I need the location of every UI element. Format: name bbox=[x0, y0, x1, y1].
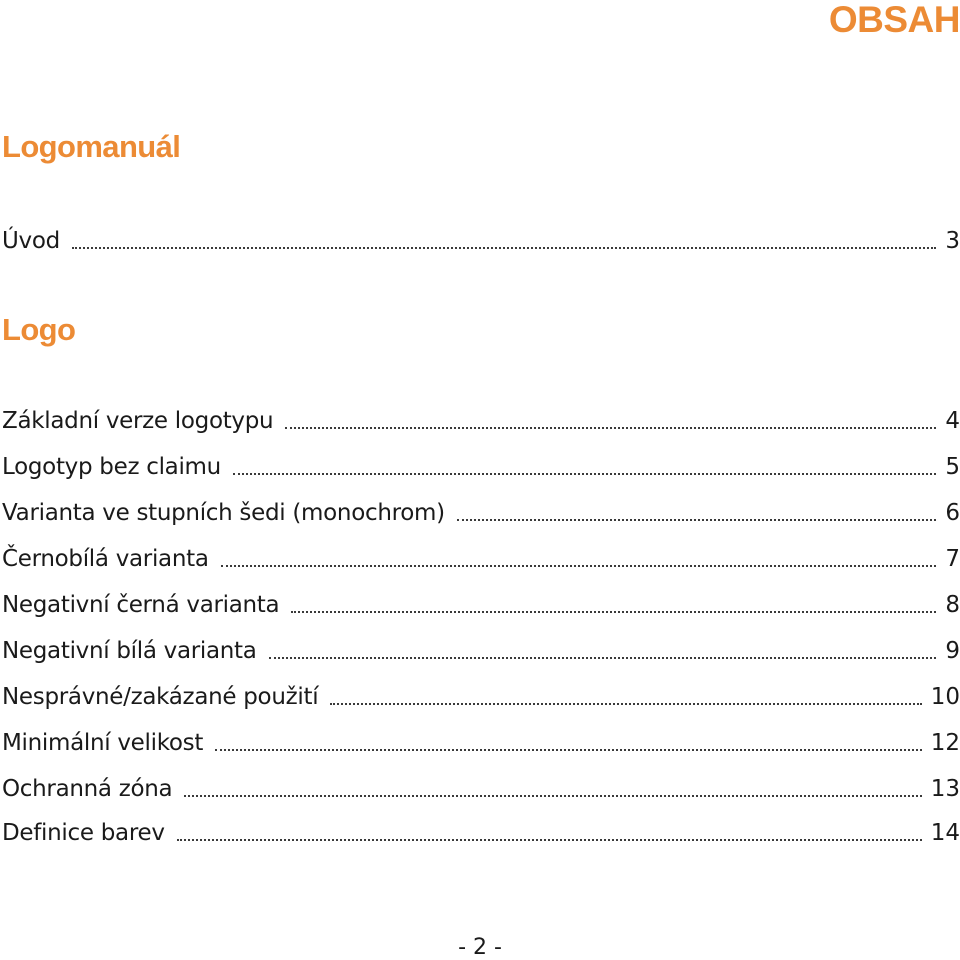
dot-leader bbox=[457, 519, 937, 521]
dot-leader bbox=[291, 611, 936, 613]
toc-entry-zakladni-verze[interactable] bbox=[2, 402, 960, 436]
toc-entry-label: Logotyp bez claimu bbox=[2, 454, 221, 480]
toc-entry-label: Negativní bílá varianta bbox=[2, 638, 257, 664]
toc-entry-page: 7 bbox=[945, 546, 960, 572]
dot-leader bbox=[221, 565, 937, 567]
section-heading-logo: Logo bbox=[2, 312, 76, 347]
dot-leader bbox=[215, 749, 922, 751]
dot-leader bbox=[269, 657, 937, 659]
dot-leader bbox=[330, 703, 921, 705]
toc-entry-page: 10 bbox=[930, 684, 960, 710]
page-number-footer bbox=[0, 936, 960, 960]
toc-entry-definice-barev[interactable] bbox=[2, 814, 960, 848]
dot-leader bbox=[285, 427, 936, 429]
toc-entry-page: 6 bbox=[945, 500, 960, 526]
toc-entry-page: 12 bbox=[930, 730, 960, 756]
toc-entry-page: 5 bbox=[945, 454, 960, 480]
toc-entry-label: Úvod bbox=[2, 228, 60, 254]
toc-entry-negativni-cerna[interactable] bbox=[2, 586, 960, 620]
toc-entry-nespravne-pouziti[interactable] bbox=[2, 678, 960, 712]
dot-leader bbox=[177, 839, 922, 841]
toc-entry-cernobila[interactable] bbox=[2, 540, 960, 574]
toc-entry-label: Ochranná zóna bbox=[2, 776, 173, 802]
dot-leader bbox=[233, 473, 936, 475]
toc-entry-label: Definice barev bbox=[2, 820, 165, 846]
toc-entry-label: Černobílá varianta bbox=[2, 546, 209, 572]
toc-entry-label: Varianta ve stupních šedi (monochrom) bbox=[2, 500, 445, 526]
toc-entry-label: Negativní černá varianta bbox=[2, 592, 280, 618]
toc-entry-label: Minimální velikost bbox=[2, 730, 204, 756]
toc-entry-label: Nesprávné/zakázané použití bbox=[2, 684, 319, 710]
toc-entry-bez-claimu[interactable] bbox=[2, 448, 960, 482]
dot-leader bbox=[72, 247, 936, 249]
toc-entry-page: 9 bbox=[945, 638, 960, 664]
document-title: OBSAH bbox=[828, 0, 960, 40]
toc-entry-monochrom[interactable] bbox=[2, 494, 960, 528]
toc-entry-uvod[interactable] bbox=[2, 222, 960, 256]
toc-entry-page: 8 bbox=[945, 592, 960, 618]
toc-entry-page: 14 bbox=[930, 820, 960, 846]
toc-entry-minimalni-velikost[interactable] bbox=[2, 724, 960, 758]
toc-entry-label: Základní verze logotypu bbox=[2, 408, 274, 434]
page-number-text: - 2 - bbox=[458, 935, 502, 960]
toc-entry-page: 4 bbox=[945, 408, 960, 434]
toc-entry-page: 3 bbox=[945, 228, 960, 254]
toc-entry-page: 13 bbox=[930, 776, 960, 802]
section-heading-logomanual: Logomanuál bbox=[2, 129, 181, 164]
dot-leader bbox=[184, 795, 921, 797]
toc-entry-negativni-bila[interactable] bbox=[2, 632, 960, 666]
toc-entry-ochranna-zona[interactable] bbox=[2, 770, 960, 804]
